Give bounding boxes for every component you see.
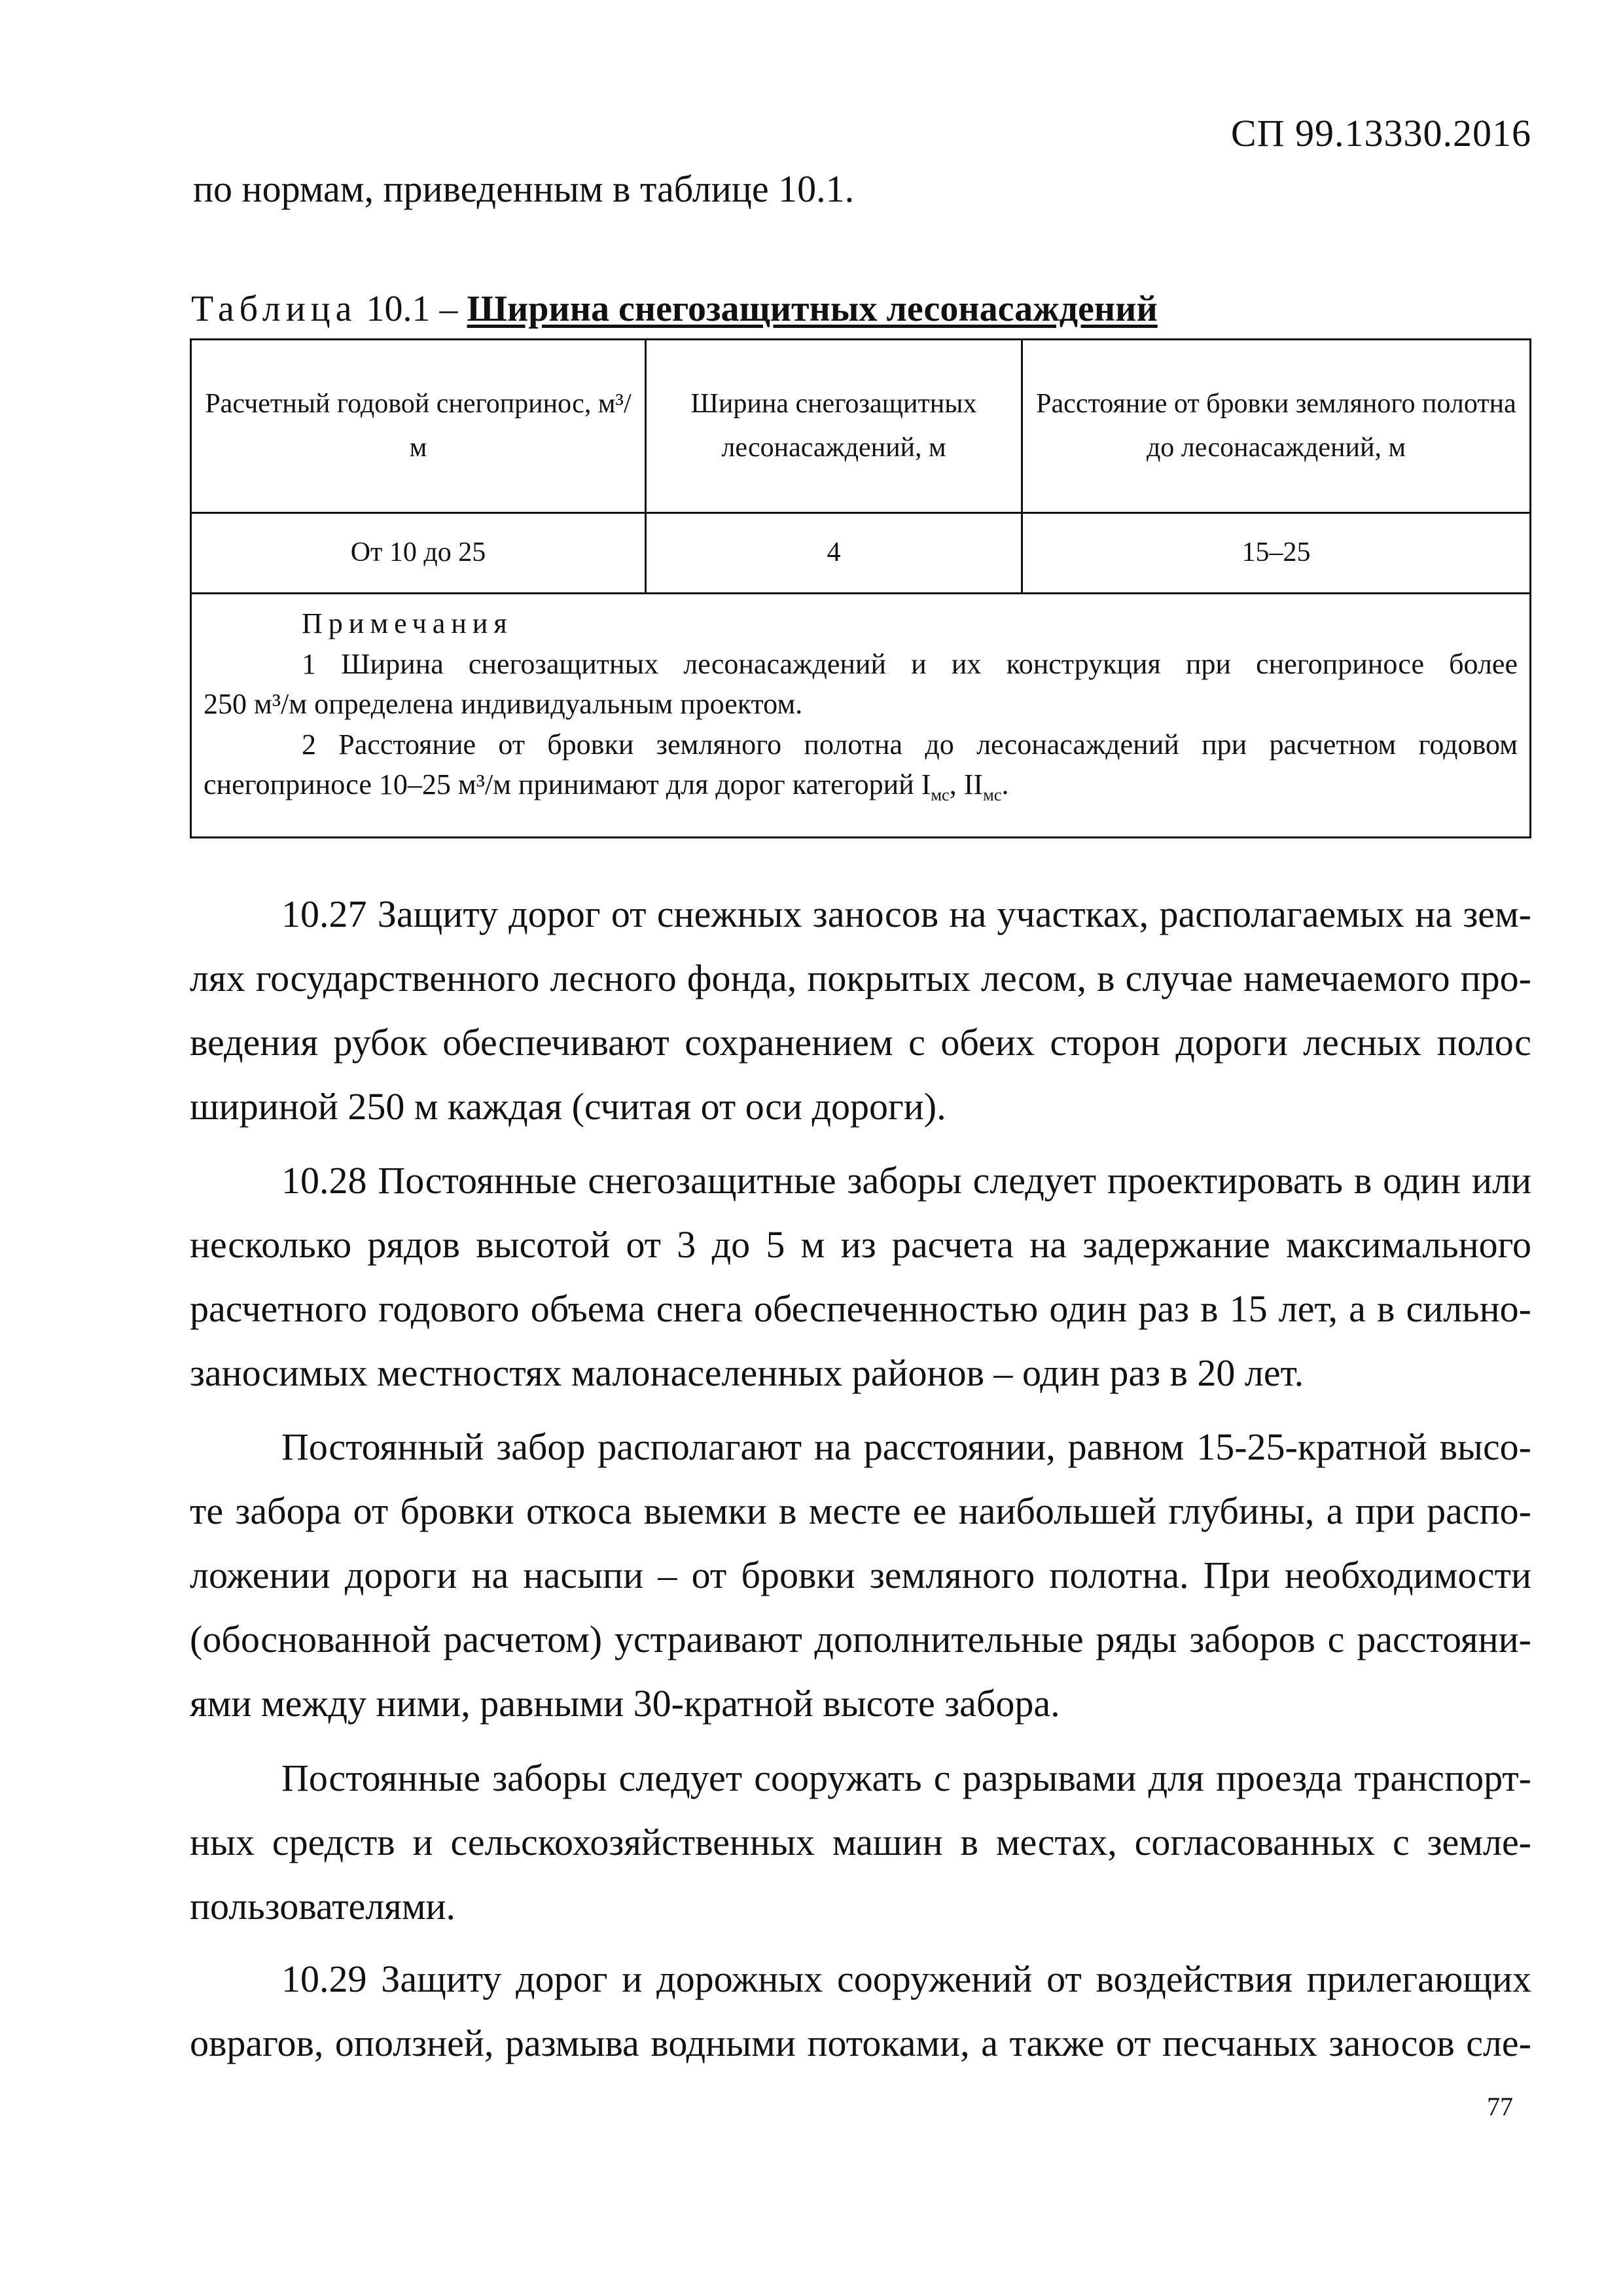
note-2-line-2: снегоприносе 10–25 м³/м принимают для дорог категорий $I_{мс}$, $II_{мс}$. [204, 768, 1009, 805]
text-line: ных средств и сельскохозяйственных машин в местах, согласованных с земле- [190, 1821, 1531, 1863]
caption-title: Ширина снегозащитных лесонасаждений [467, 289, 1158, 329]
document-code: СП 99.13330.2016 [1230, 112, 1531, 154]
table-row [191, 513, 1531, 594]
header-cell: Расстояние от бровки земляного полотна до лесонасаждений, м [1022, 340, 1531, 513]
intro-line: по нормам, приведенным в таблице 10.1. [193, 168, 855, 210]
table-cell: 4 [646, 513, 1022, 594]
text-line: Постоянные заборы следует сооружать с разрывами для проезда транспорт- [281, 1757, 1531, 1799]
text-line: пользователями. [190, 1885, 456, 1928]
table-cell: 15–25 [1022, 513, 1531, 594]
text-line: шириной 250 м каждая (считая от оси дороги). [190, 1085, 946, 1128]
text-line: 10.28 Постоянные снегозащитные заборы следует проектировать в один или [281, 1159, 1531, 1202]
table-cell: От 10 до 25 [191, 513, 646, 594]
note-1-line-1: 1 Ширина снегозащитных лесонасаждений и их конструкция при снегоприносе более [302, 647, 1518, 680]
note-2-line-1: 2 Расстояние от бровки земляного полотна до лесонасаждений при расчетном годовом [302, 728, 1518, 761]
page-number: 77 [1487, 2092, 1513, 2121]
paragraph-fence-placement [190, 1415, 1531, 1736]
text-line: Постоянный забор располагают на расстоянии, равном 15-25-кратной высо- [281, 1426, 1531, 1468]
text-line: заносимых местностях малонаселенных районов – один раз в 20 лет. [190, 1352, 1304, 1394]
text-line: несколько рядов высотой от 3 до 5 м из расчета на задержание максимального [190, 1223, 1531, 1266]
note-1-line-2: 250 м³/м определена индивидуальным проектом. [204, 688, 803, 721]
text-line: расчетного годового объема снега обеспеченностью один раз в 15 лет, а в сильно- [190, 1287, 1531, 1330]
text-line: ложении дороги на насыпи – от бровки земляного полотна. При необходимости [190, 1554, 1531, 1596]
text-line: ведения рубок обеспечивают сохранением с обеих сторон дороги лесных полос [190, 1021, 1531, 1064]
header-cell: Расчетный годовой снегопринос, м³/м [191, 340, 646, 513]
notes-title: Примечания [302, 607, 513, 639]
paragraph-10-27 [190, 882, 1531, 1139]
text-line: 10.27 Защиту дорог от снежных заносов на участках, располагаемых на зем- [281, 893, 1531, 935]
table-notes [191, 594, 1531, 838]
table-caption [191, 288, 1158, 330]
text-line: 10.29 Защиту дорог и дорожных сооружений от воздействия прилегающих [281, 1958, 1531, 2000]
text-line: оврагов, оползней, размыва водными потоками, а также от песчаных заносов сле- [190, 2022, 1531, 2064]
paragraph-10-29 [190, 1947, 1531, 2075]
text-line: (обоснованной расчетом) устраивают дополнительные ряды заборов с расстояни- [190, 1618, 1531, 1660]
text-line: те забора от бровки откоса выемки в месте ее наибольшей глубины, а при распо- [190, 1490, 1531, 1532]
table-header-row [191, 340, 1531, 513]
caption-prefix: Таблица [191, 289, 357, 329]
paragraph-fence-gaps [190, 1746, 1531, 1939]
header-cell: Ширина снегозащитных лесонасаждений, м [646, 340, 1022, 513]
text-line: лях государственного лесного фонда, покрытых лесом, в случае намечаемого про- [190, 957, 1531, 999]
snow-protection-table [190, 338, 1531, 838]
paragraph-10-28 [190, 1149, 1531, 1405]
caption-number: 10.1 – [366, 289, 458, 329]
text-line: ями между ними, равными 30-кратной высоте забора. [190, 1682, 1060, 1725]
